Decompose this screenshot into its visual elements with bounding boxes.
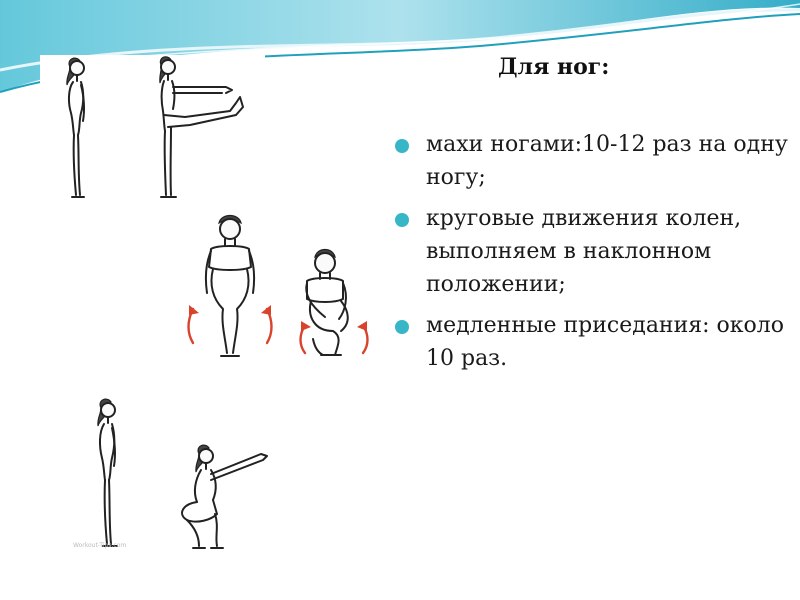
leg-swings-figures <box>40 55 265 205</box>
list-item <box>395 128 790 194</box>
list-item <box>395 202 790 301</box>
bullet-dot-icon <box>395 213 409 227</box>
squats-illustration <box>65 398 303 558</box>
leg-swings-illustration <box>40 55 265 205</box>
bullet-dot-icon <box>395 139 409 153</box>
standing-figure-drawing <box>67 58 84 197</box>
leg-swing-figure-drawing <box>160 57 243 197</box>
bullet-dot-icon <box>395 320 409 334</box>
list-item-text: махи ногами:10-12 раз на одну ногу; <box>426 132 788 190</box>
knee-circles-figures <box>165 213 390 365</box>
squat-figure-drawing <box>182 445 267 548</box>
list-item <box>395 309 790 375</box>
standing-figure-drawing <box>98 399 117 546</box>
exercise-list <box>395 128 790 383</box>
list-item-text: круговые движения колен, выполняем в наклонном положении; <box>426 206 742 297</box>
knee-circle-figure-bent-drawing <box>306 250 348 356</box>
watermark-text: Workout-Tips.com <box>73 542 127 549</box>
squats-figures <box>65 398 303 558</box>
knee-circles-illustration <box>165 213 390 365</box>
list-item-text: медленные приседания: около 10 раз. <box>426 313 785 371</box>
knee-circle-figure-front-drawing <box>206 216 254 357</box>
slide-title: Для ног: <box>498 54 610 80</box>
